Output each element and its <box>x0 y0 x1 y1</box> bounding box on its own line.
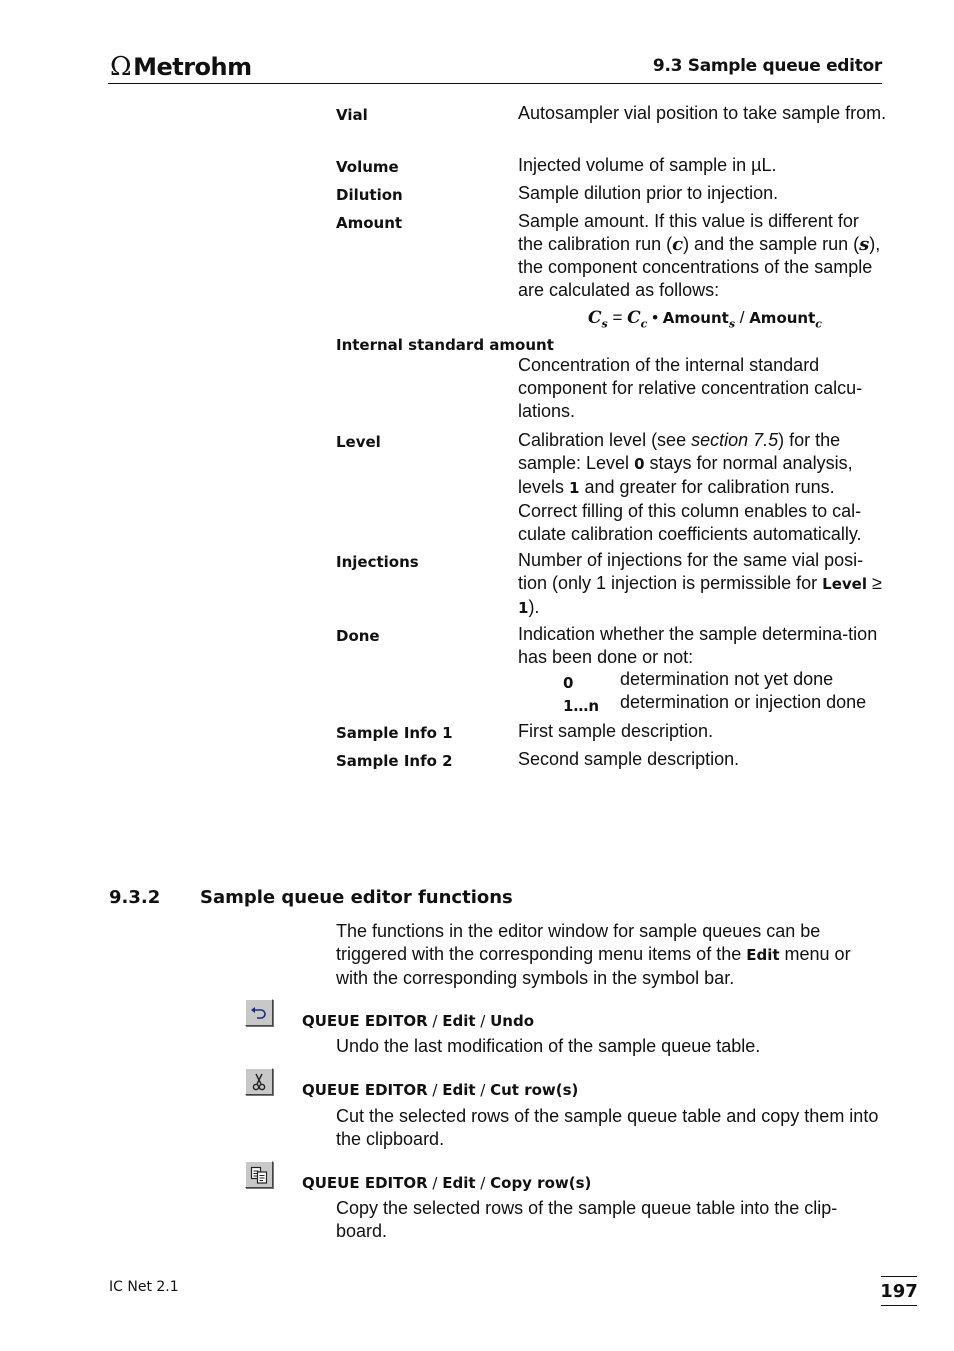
desc-done: Indication whether the sample determina-tion has been done or not: <box>518 624 878 667</box>
term-internal-standard-amount: Internal standard amount <box>336 336 554 354</box>
concentration-formula: $C_s = C_c$ • Amount$_s$ / Amount$_c$ <box>588 308 822 331</box>
footer-product: IC Net 2.1 <box>109 1279 179 1295</box>
term-sample-info-1: Sample Info 1 <box>336 724 453 742</box>
cut-toolbar-button[interactable] <box>245 1068 273 1095</box>
cmd-cut-rows: QUEUE EDITOR / Edit / Cut row(s) <box>302 1081 579 1099</box>
undo-toolbar-button[interactable] <box>245 999 273 1026</box>
term-level: Level <box>336 433 381 451</box>
desc-volume: Injected volume of sample in µL. <box>518 155 777 175</box>
done-text-0: determination not yet done <box>620 669 834 689</box>
desc-sample-info-1: First sample description. <box>518 721 714 741</box>
desc-vial: Autosampler vial position to take sample from. <box>518 103 887 123</box>
cmd-undo: QUEUE EDITOR / Edit / Undo <box>302 1012 535 1030</box>
desc-dilution: Sample dilution prior to injection. <box>518 183 779 203</box>
cmd-copy-rows: QUEUE EDITOR / Edit / Copy row(s) <box>302 1174 592 1192</box>
desc-level: Calibration level (see section 7.5) for the sample: Level 0 stays for normal analysis, levels 1 and greater for calibration runs. Correct filling of this column enables to cal-culate calibration coefficients automatically. <box>518 430 862 544</box>
desc-internal-standard-amount: Concentration of the internal standard component for relative concentration calcu-lations. <box>518 355 863 421</box>
copy-icon <box>250 1166 268 1184</box>
done-text-1n: determination or injection done <box>620 692 867 712</box>
term-vial: Vial <box>336 106 368 124</box>
header-rule <box>108 83 882 84</box>
scissors-icon <box>252 1073 266 1091</box>
done-code-1n: 1…n <box>563 697 600 715</box>
done-code-0: 0 <box>563 674 574 692</box>
omega-logo-icon: Ω <box>110 52 132 82</box>
term-sample-info-2: Sample Info 2 <box>336 752 453 770</box>
desc-cut-rows: Cut the selected rows of the sample queue table and copy them into the clipboard. <box>336 1106 879 1149</box>
desc-undo: Undo the last modification of the sample queue table. <box>336 1036 761 1056</box>
desc-amount: Sample amount. If this value is different for the calibration run (c) and the sample run (s), the component concentrations of the sample are calculated as follows: <box>518 211 881 300</box>
subsection-number: 9.3.2 <box>109 887 161 908</box>
running-header-section: 9.3 Sample queue editor <box>652 56 882 76</box>
term-done: Done <box>336 627 380 645</box>
copy-toolbar-button[interactable] <box>245 1161 273 1188</box>
term-volume: Volume <box>336 158 399 176</box>
term-amount: Amount <box>336 214 403 232</box>
subsection-intro: The functions in the editor window for sample queues can be triggered with the corresponding menu items of the Edit menu or with the corresponding symbols in the symbol bar. <box>336 921 851 988</box>
term-injections: Injections <box>336 553 419 571</box>
desc-sample-info-2: Second sample description. <box>518 749 740 769</box>
term-dilution: Dilution <box>336 186 403 204</box>
desc-injections: Number of injections for the same vial posi-tion (only 1 injection is permissible for Level ≥ 1). <box>518 550 882 617</box>
metrohm-logo <box>110 52 252 82</box>
desc-copy-rows: Copy the selected rows of the sample queue table into the clip-board. <box>336 1198 838 1241</box>
undo-icon <box>250 1006 268 1020</box>
subsection-title: Sample queue editor functions <box>200 887 513 908</box>
page-number: 197 <box>881 1276 917 1306</box>
logo-text: Metrohm <box>133 53 252 81</box>
